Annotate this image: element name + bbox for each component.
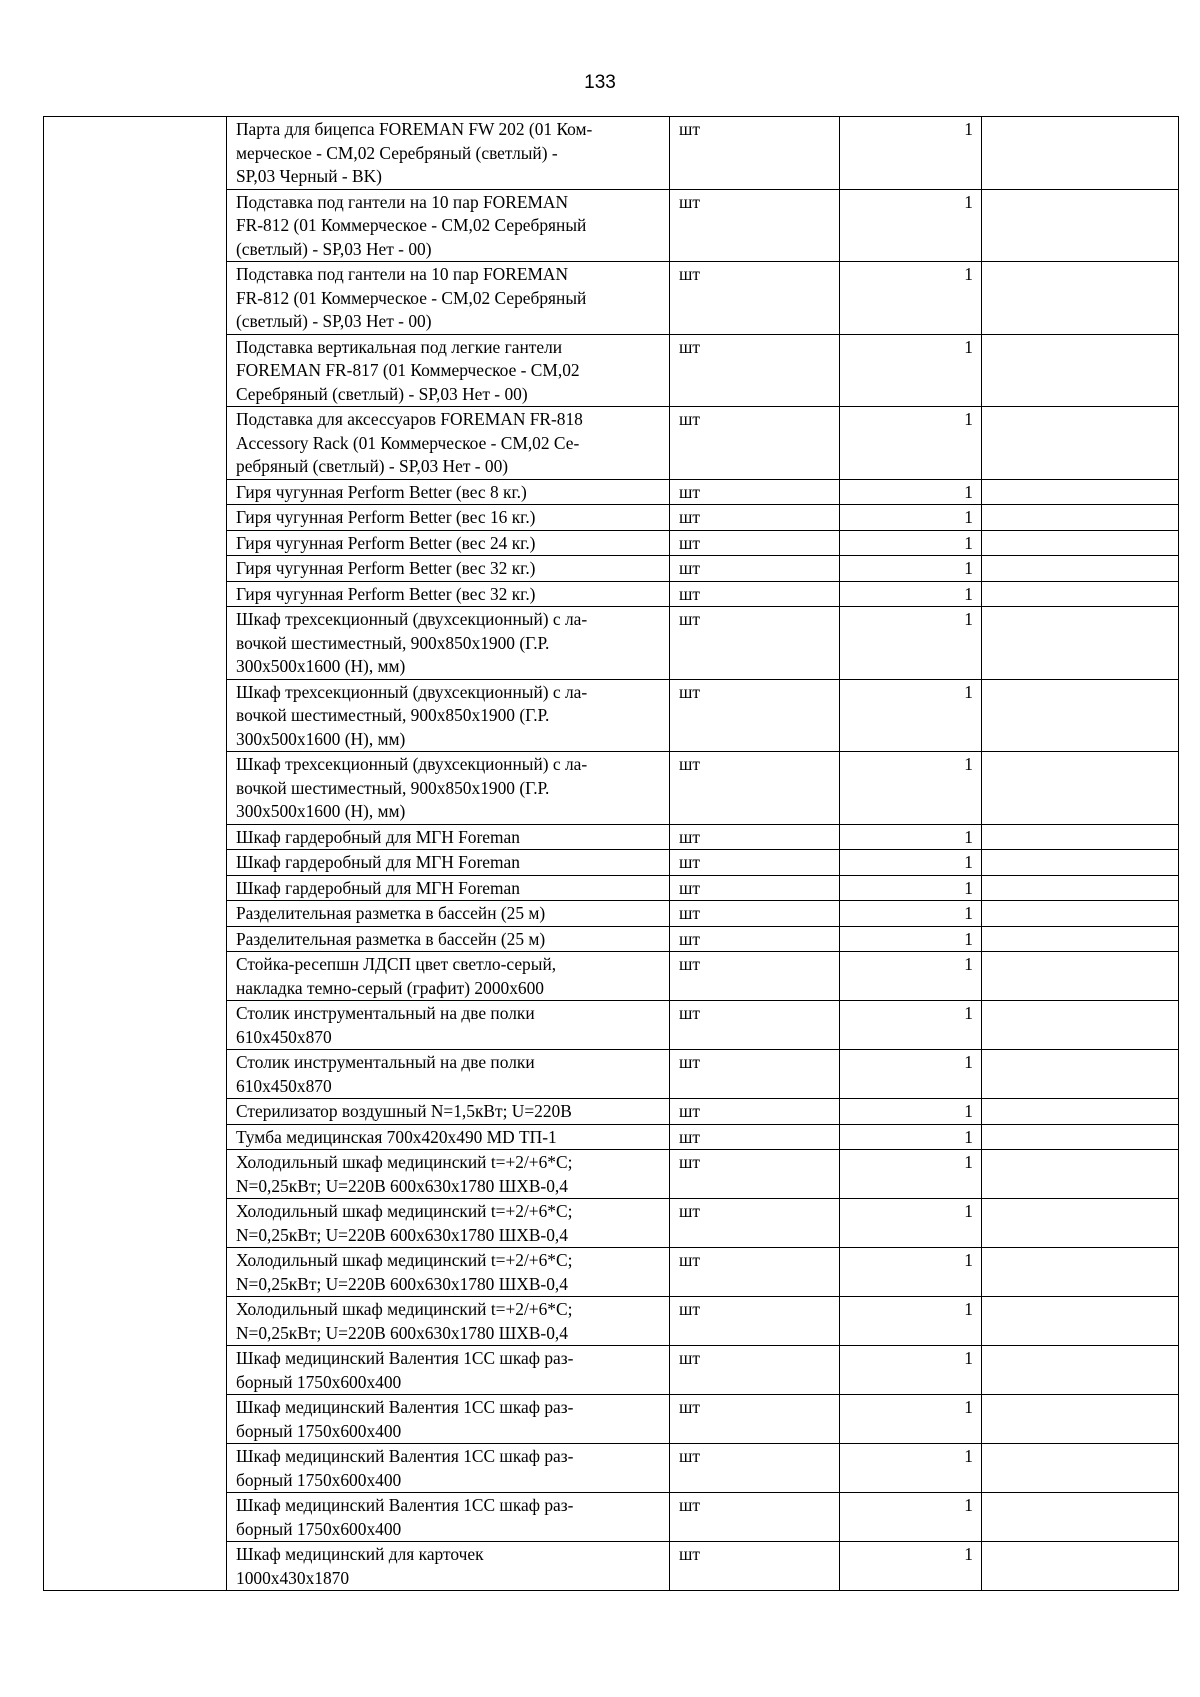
item-note-cell xyxy=(982,407,1179,480)
item-qty-cell: 1 xyxy=(840,607,982,680)
item-unit-cell: шт xyxy=(670,556,840,582)
item-unit-cell: шт xyxy=(670,926,840,952)
item-name-cell: Холодильный шкаф медицинский t=+2/+6*С; N=0,25кВт; U=220В 600х630х1780 ШХВ-0,4 xyxy=(227,1150,670,1199)
item-note-cell xyxy=(982,262,1179,335)
item-unit-cell: шт xyxy=(670,824,840,850)
item-qty-cell: 1 xyxy=(840,875,982,901)
item-name-cell: Гиря чугунная Perform Better (вес 32 кг.) xyxy=(227,581,670,607)
item-note-cell xyxy=(982,679,1179,752)
item-qty-cell: 1 xyxy=(840,752,982,825)
item-qty-cell: 1 xyxy=(840,581,982,607)
item-qty-cell: 1 xyxy=(840,1001,982,1050)
item-unit-cell: шт xyxy=(670,1297,840,1346)
item-qty-cell: 1 xyxy=(840,1124,982,1150)
item-qty-cell: 1 xyxy=(840,1199,982,1248)
item-unit-cell: шт xyxy=(670,117,840,190)
item-qty-cell: 1 xyxy=(840,505,982,531)
row-merged-cell xyxy=(44,117,227,1591)
item-name-cell: Гиря чугунная Perform Better (вес 16 кг.) xyxy=(227,505,670,531)
item-qty-cell: 1 xyxy=(840,1493,982,1542)
item-name-cell: Шкаф медицинский Валентия 1СС шкаф раз- борный 1750х600х400 xyxy=(227,1444,670,1493)
item-note-cell xyxy=(982,1297,1179,1346)
item-unit-cell: шт xyxy=(670,479,840,505)
item-unit-cell: шт xyxy=(670,607,840,680)
item-note-cell xyxy=(982,1248,1179,1297)
item-unit-cell: шт xyxy=(670,505,840,531)
item-name-cell: Шкаф медицинский Валентия 1СС шкаф раз- борный 1750х600х400 xyxy=(227,1346,670,1395)
item-note-cell xyxy=(982,530,1179,556)
item-name-cell: Шкаф гардеробный для МГН Foreman xyxy=(227,850,670,876)
item-qty-cell: 1 xyxy=(840,334,982,407)
item-note-cell xyxy=(982,952,1179,1001)
item-name-cell: Холодильный шкаф медицинский t=+2/+6*С; N=0,25кВт; U=220В 600х630х1780 ШХВ-0,4 xyxy=(227,1248,670,1297)
item-name-cell: Гиря чугунная Perform Better (вес 24 кг.) xyxy=(227,530,670,556)
item-note-cell xyxy=(982,850,1179,876)
item-note-cell xyxy=(982,334,1179,407)
item-unit-cell: шт xyxy=(670,1493,840,1542)
item-qty-cell: 1 xyxy=(840,407,982,480)
item-name-cell: Гиря чугунная Perform Better (вес 32 кг.) xyxy=(227,556,670,582)
item-qty-cell: 1 xyxy=(840,1297,982,1346)
item-qty-cell: 1 xyxy=(840,1248,982,1297)
item-qty-cell: 1 xyxy=(840,952,982,1001)
item-name-cell: Подставка вертикальная под легкие гантели FOREMAN FR-817 (01 Коммерческое - CM,02 Серебряный (светлый) - SP,03 Нет - 00) xyxy=(227,334,670,407)
item-name-cell: Гиря чугунная Perform Better (вес 8 кг.) xyxy=(227,479,670,505)
item-unit-cell: шт xyxy=(670,334,840,407)
item-name-cell: Шкаф трехсекционный (двухсекционный) с ла- вочкой шестиместный, 900х850х1900 (Г.Р. 300х500х1600 (Н), мм) xyxy=(227,752,670,825)
item-note-cell xyxy=(982,1199,1179,1248)
item-unit-cell: шт xyxy=(670,1150,840,1199)
item-note-cell xyxy=(982,824,1179,850)
item-name-cell: Подставка под гантели на 10 пар FOREMAN FR-812 (01 Коммерческое - CM,02 Серебряный (светлый) - SP,03 Нет - 00) xyxy=(227,262,670,335)
items-table xyxy=(43,116,1179,1591)
items-table-body xyxy=(44,117,1179,1591)
item-qty-cell: 1 xyxy=(840,189,982,262)
item-unit-cell: шт xyxy=(670,1050,840,1099)
item-note-cell xyxy=(982,1001,1179,1050)
item-name-cell: Подставка под гантели на 10 пар FOREMAN FR-812 (01 Коммерческое - CM,02 Серебряный (светлый) - SP,03 Нет - 00) xyxy=(227,189,670,262)
item-name-cell: Парта для бицепса FOREMAN FW 202 (01 Ком- мерческое - CM,02 Серебряный (светлый) - SP,03 Черный - BK) xyxy=(227,117,670,190)
item-note-cell xyxy=(982,1050,1179,1099)
item-qty-cell: 1 xyxy=(840,117,982,190)
item-unit-cell: шт xyxy=(670,850,840,876)
item-unit-cell: шт xyxy=(670,1444,840,1493)
item-note-cell xyxy=(982,1542,1179,1591)
item-unit-cell: шт xyxy=(670,189,840,262)
item-name-cell: Шкаф медицинский для карточек 1000х430х1870 xyxy=(227,1542,670,1591)
item-name-cell: Столик инструментальный на две полки 610х450х870 xyxy=(227,1001,670,1050)
item-note-cell xyxy=(982,1395,1179,1444)
item-unit-cell: шт xyxy=(670,1099,840,1125)
item-qty-cell: 1 xyxy=(840,1395,982,1444)
item-name-cell: Шкаф медицинский Валентия 1СС шкаф раз- борный 1750х600х400 xyxy=(227,1493,670,1542)
item-note-cell xyxy=(982,581,1179,607)
table-row xyxy=(44,117,1179,190)
item-unit-cell: шт xyxy=(670,1542,840,1591)
item-qty-cell: 1 xyxy=(840,479,982,505)
item-note-cell xyxy=(982,1124,1179,1150)
item-unit-cell: шт xyxy=(670,1395,840,1444)
item-qty-cell: 1 xyxy=(840,850,982,876)
item-note-cell xyxy=(982,875,1179,901)
item-qty-cell: 1 xyxy=(840,1542,982,1591)
item-unit-cell: шт xyxy=(670,752,840,825)
item-qty-cell: 1 xyxy=(840,1444,982,1493)
item-name-cell: Столик инструментальный на две полки 610х450х870 xyxy=(227,1050,670,1099)
page-number: 133 xyxy=(584,72,616,93)
item-note-cell xyxy=(982,607,1179,680)
item-unit-cell: шт xyxy=(670,1346,840,1395)
item-name-cell: Холодильный шкаф медицинский t=+2/+6*С; N=0,25кВт; U=220В 600х630х1780 ШХВ-0,4 xyxy=(227,1199,670,1248)
item-note-cell xyxy=(982,189,1179,262)
item-unit-cell: шт xyxy=(670,901,840,927)
item-name-cell: Шкаф гардеробный для МГН Foreman xyxy=(227,824,670,850)
item-qty-cell: 1 xyxy=(840,1346,982,1395)
item-qty-cell: 1 xyxy=(840,901,982,927)
item-qty-cell: 1 xyxy=(840,1099,982,1125)
item-qty-cell: 1 xyxy=(840,262,982,335)
item-unit-cell: шт xyxy=(670,1248,840,1297)
item-unit-cell: шт xyxy=(670,1124,840,1150)
item-name-cell: Шкаф медицинский Валентия 1СС шкаф раз- борный 1750х600х400 xyxy=(227,1395,670,1444)
item-name-cell: Разделительная разметка в бассейн (25 м) xyxy=(227,926,670,952)
item-qty-cell: 1 xyxy=(840,926,982,952)
item-name-cell: Разделительная разметка в бассейн (25 м) xyxy=(227,901,670,927)
item-note-cell xyxy=(982,926,1179,952)
item-unit-cell: шт xyxy=(670,875,840,901)
item-qty-cell: 1 xyxy=(840,824,982,850)
item-note-cell xyxy=(982,117,1179,190)
item-unit-cell: шт xyxy=(670,407,840,480)
item-unit-cell: шт xyxy=(670,952,840,1001)
item-name-cell: Тумба медицинская 700х420х490 MD ТП-1 xyxy=(227,1124,670,1150)
item-name-cell: Подставка для аксессуаров FOREMAN FR-818 Accessory Rack (01 Коммерческое - CM,02 Се- ребряный (светлый) - SP,03 Нет - 00) xyxy=(227,407,670,480)
item-name-cell: Шкаф трехсекционный (двухсекционный) с ла- вочкой шестиместный, 900х850х1900 (Г.Р. 300х500х1600 (Н), мм) xyxy=(227,607,670,680)
item-unit-cell: шт xyxy=(670,679,840,752)
item-name-cell: Шкаф гардеробный для МГН Foreman xyxy=(227,875,670,901)
item-name-cell: Холодильный шкаф медицинский t=+2/+6*С; N=0,25кВт; U=220В 600х630х1780 ШХВ-0,4 xyxy=(227,1297,670,1346)
item-note-cell xyxy=(982,1493,1179,1542)
item-note-cell xyxy=(982,505,1179,531)
item-qty-cell: 1 xyxy=(840,556,982,582)
item-note-cell xyxy=(982,1150,1179,1199)
item-name-cell: Шкаф трехсекционный (двухсекционный) с ла- вочкой шестиместный, 900х850х1900 (Г.Р. 300х500х1600 (Н), мм) xyxy=(227,679,670,752)
item-unit-cell: шт xyxy=(670,1001,840,1050)
item-unit-cell: шт xyxy=(670,530,840,556)
item-qty-cell: 1 xyxy=(840,530,982,556)
item-unit-cell: шт xyxy=(670,262,840,335)
item-note-cell xyxy=(982,752,1179,825)
item-qty-cell: 1 xyxy=(840,679,982,752)
item-note-cell xyxy=(982,479,1179,505)
item-name-cell: Стойка-ресепшн ЛДСП цвет светло-серый, накладка темно-серый (графит) 2000х600 xyxy=(227,952,670,1001)
item-note-cell xyxy=(982,1444,1179,1493)
item-qty-cell: 1 xyxy=(840,1050,982,1099)
item-note-cell xyxy=(982,901,1179,927)
item-note-cell xyxy=(982,1346,1179,1395)
item-name-cell: Стерилизатор воздушный N=1,5кВт; U=220В xyxy=(227,1099,670,1125)
item-unit-cell: шт xyxy=(670,581,840,607)
item-note-cell xyxy=(982,1099,1179,1125)
item-unit-cell: шт xyxy=(670,1199,840,1248)
item-note-cell xyxy=(982,556,1179,582)
item-qty-cell: 1 xyxy=(840,1150,982,1199)
